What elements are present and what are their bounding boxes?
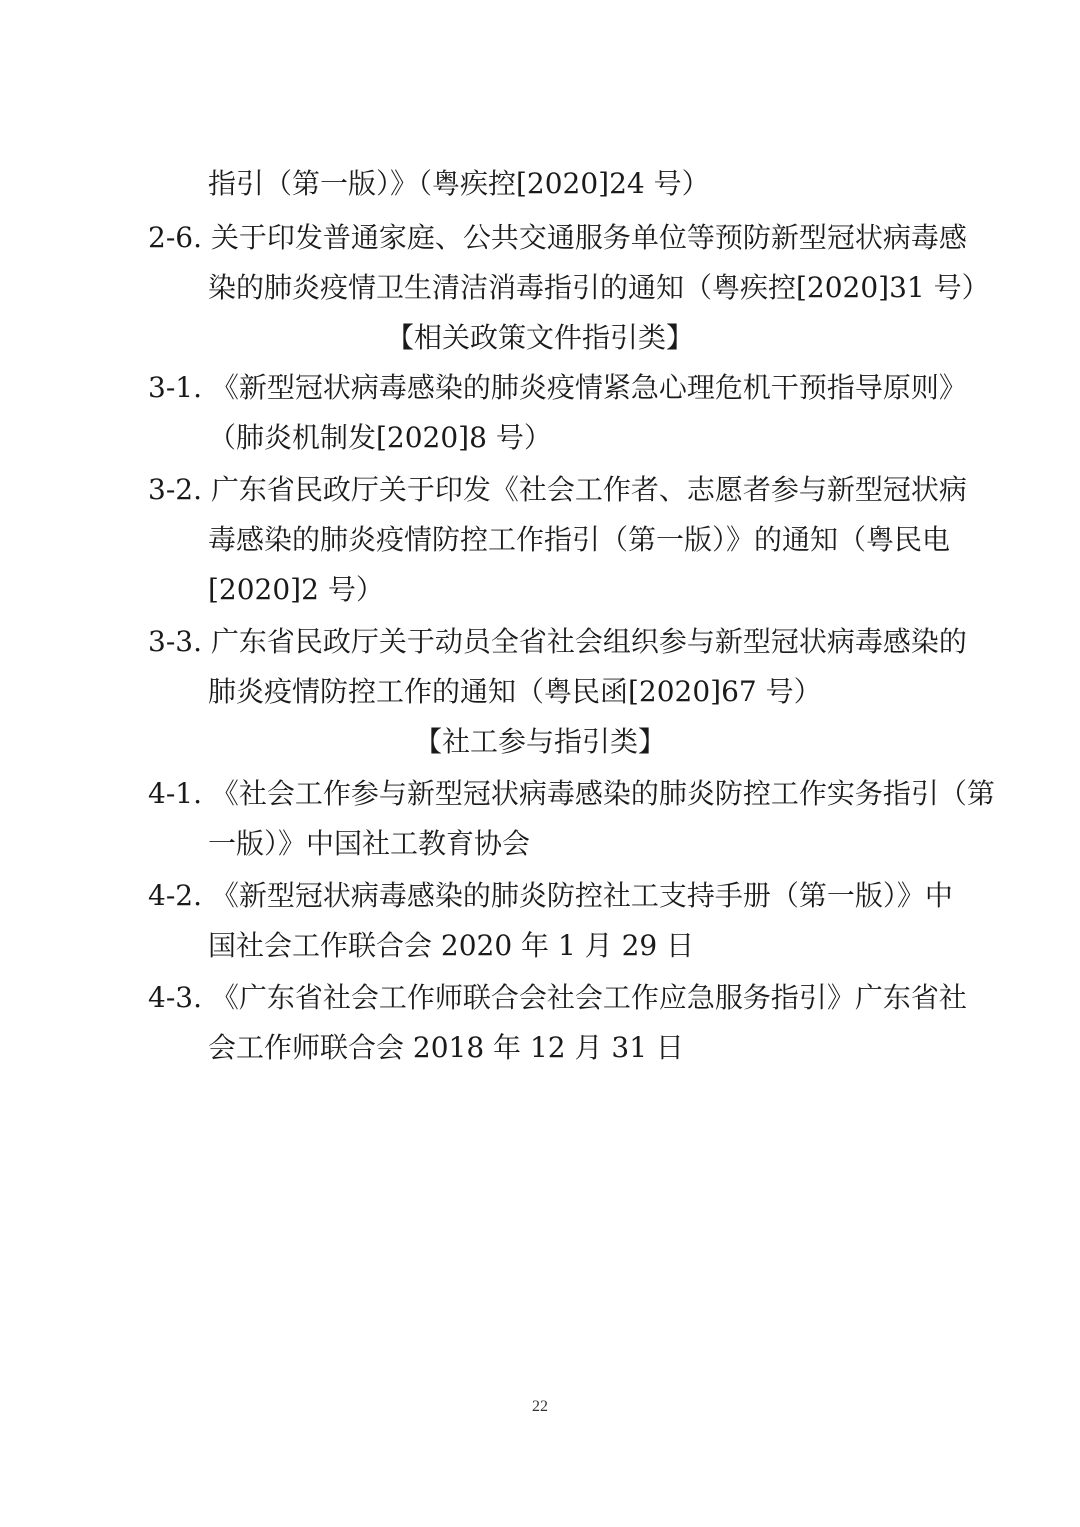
list-item-continuation: 指引（第一版）》（粤疾控[2020]24 号） (208, 167, 710, 200)
section-heading-social-work: 【社工参与指引类】 (413, 725, 666, 758)
list-item-3-3: 3-3. 广东省民政厅关于动员全省社会组织参与新型冠状病毒感染的 (148, 625, 967, 658)
list-item-continuation: 染的肺炎疫情卫生清洁消毒指引的通知（粤疾控[2020]31 号） (208, 271, 990, 304)
list-item-4-1: 4-1. 《社会工作参与新型冠状病毒感染的肺炎防控工作实务指引（第 (148, 777, 995, 810)
list-item-continuation: [2020]2 号） (208, 573, 384, 606)
list-item-continuation: 毒感染的肺炎疫情防控工作指引（第一版）》的通知（粤民电 (208, 523, 951, 556)
section-heading-policy: 【相关政策文件指引类】 (385, 321, 694, 354)
list-item-continuation: 一版）》中国社工教育协会 (208, 827, 531, 860)
list-item-continuation: 肺炎疫情防控工作的通知（粤民函[2020]67 号） (208, 675, 822, 708)
page-number: 22 (532, 1398, 548, 1415)
list-item-3-2: 3-2. 广东省民政厅关于印发《社会工作者、志愿者参与新型冠状病 (148, 473, 967, 506)
list-item-3-1: 3-1. 《新型冠状病毒感染的肺炎疫情紧急心理危机干预指导原则》 (148, 371, 967, 404)
list-item-continuation: （肺炎机制发[2020]8 号） (208, 421, 552, 454)
list-item-2-6: 2-6. 关于印发普通家庭、公共交通服务单位等预防新型冠状病毒感 (148, 221, 967, 254)
list-item-continuation: 会工作师联合会 2018 年 12 月 31 日 (208, 1031, 684, 1064)
list-item-4-3: 4-3. 《广东省社会工作师联合会社会工作应急服务指引》广东省社 (148, 981, 967, 1014)
list-item-4-2: 4-2. 《新型冠状病毒感染的肺炎防控社工支持手册（第一版）》中 (148, 879, 953, 912)
list-item-continuation: 国社会工作联合会 2020 年 1 月 29 日 (208, 929, 695, 962)
